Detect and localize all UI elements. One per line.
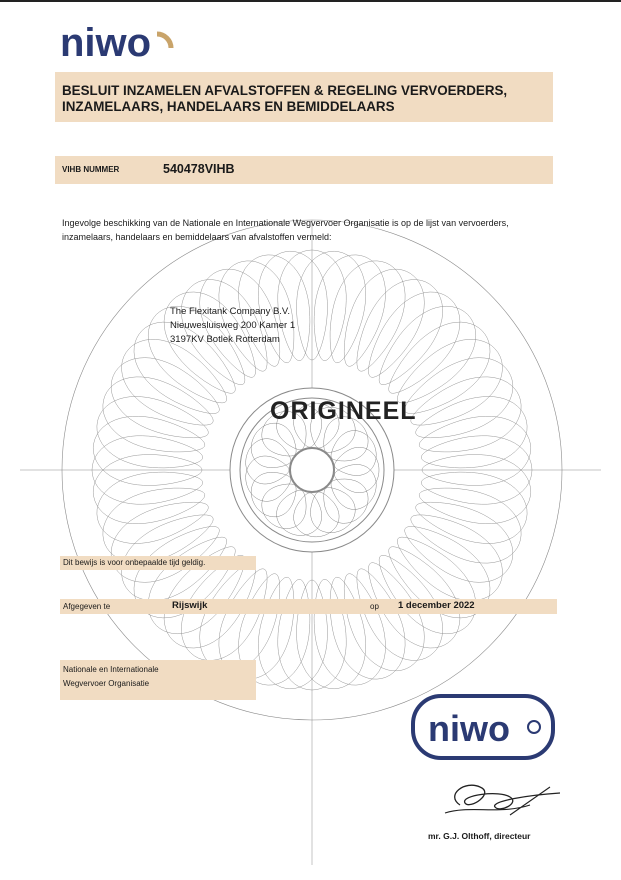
- organisation-line-1: Nationale en Internationale: [63, 665, 159, 674]
- company-name: The Flexitank Company B.V.: [170, 306, 291, 317]
- niwo-stamp: [410, 693, 556, 761]
- document-title: [62, 83, 542, 115]
- niwo-logo-text: niwo: [60, 22, 152, 64]
- organisation-line-2: Wegvervoer Organisatie: [63, 679, 150, 688]
- vihb-number: 540478VIHB: [163, 162, 235, 176]
- issued-label: Afgegeven te: [63, 602, 111, 611]
- signature: [440, 775, 570, 825]
- issued-band: [60, 599, 557, 614]
- signatory-name: mr. G.J. Olthoff, directeur: [428, 831, 531, 841]
- company-street: Nieuwesluisweg 200 Kamer 1: [170, 320, 296, 331]
- title-line-1: BESLUIT INZAMELEN AFVALSTOFFEN & REGELING VERVOERDERS,: [62, 83, 508, 98]
- niwo-stamp-text: niwo: [428, 708, 510, 749]
- issued-op-label: op: [370, 602, 379, 611]
- intro-line-2: inzamelaars, handelaars en bemiddelaars van afvalstoffen vermeld:: [62, 232, 332, 242]
- vihb-band: [55, 156, 553, 184]
- issued-date: 1 december 2022: [398, 600, 475, 611]
- issued-place: Rijswijk: [172, 600, 208, 611]
- title-line-2: INZAMELAARS, HANDELAARS EN BEMIDDELAARS: [62, 99, 395, 114]
- intro-text: [62, 216, 552, 244]
- vihb-label: VIHB NUMMER: [62, 165, 120, 174]
- validity-text: Dit bewijs is voor onbepaalde tijd geldig.: [63, 558, 206, 567]
- intro-line-1: Ingevolge beschikking van de Nationale en Internationale Wegvervoer Organisatie is op de lijst van vervoerders,: [62, 218, 509, 228]
- company-city: 3197KV Botlek Rotterdam: [170, 334, 280, 345]
- origineel-watermark: ORIGINEEL: [270, 397, 417, 425]
- niwo-logo: [60, 22, 180, 64]
